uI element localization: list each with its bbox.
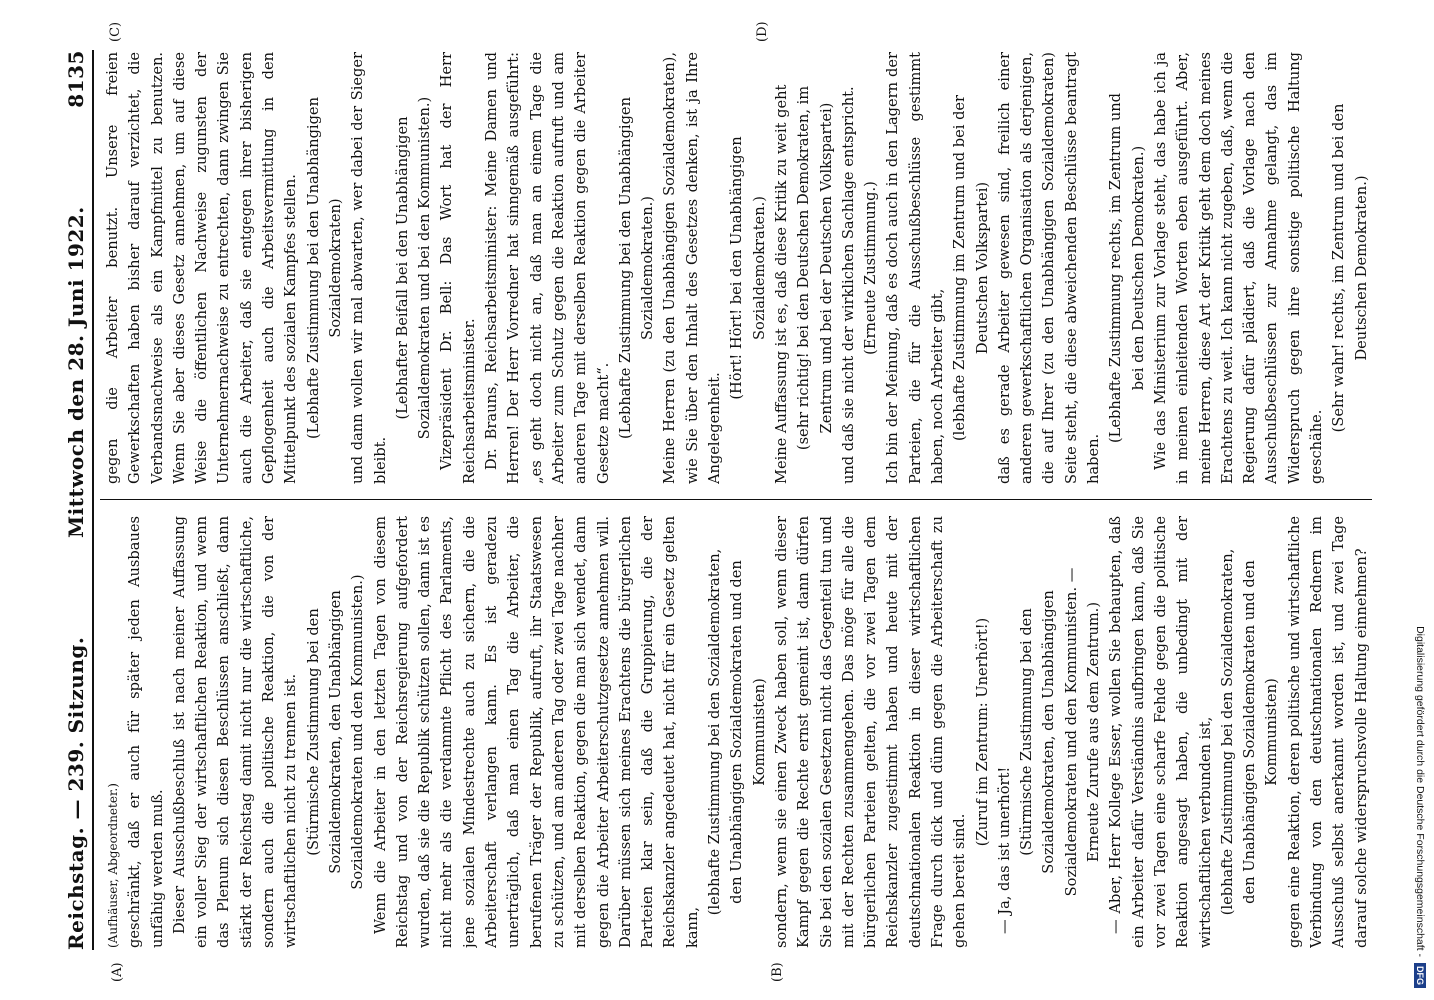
paragraph: Wenn die Arbeiter in den letzten Tagen von diesem Reichstag und von der Reichsregierung aufgefordert wurden, daß sie die Republik schützen sollen, dann ist es nicht mehr als die verdammte Pflicht des Parlaments, jene sozialen Mindestrechte auch zu sichern, die die Arbeiterschaft verlangen kann. Es ist geradezu unerträglich, daß man einen Tag die Arbeiter, die berufenen Träger der Republik, aufruft, ihr Staatswesen zu schützen, und am anderen Tag oder zwei Tage nachher mit derselben Reaktion, gegen die man sich wendet, dann gegen die Arbeiter Arbeiterschutzgesetze annehmen will. Darüber müssen sich meines Erachtens die bürgerlichen Parteien klar sein, daß die Gruppierung, die der Reichskanzler angedeutet hat, nicht für ein Gesetz gelten kann,: [371, 516, 701, 948]
interjection: (sehr richtig! bei den Deutschen Demokraten, im Zentrum und bei der Deutschen Volkspartei): [795, 85, 835, 451]
margin-marker-a: (A): [110, 962, 125, 982]
interjection: (Lebhafter Beifall bei den Unabhängigen Sozialdemokraten und bei den Kommunisten.): [393, 96, 434, 440]
interjection: (lebhafte Zustimmung bei den Sozialdemokraten, den Unabhängigen Sozialdemokraten und den Kommunisten): [1218, 548, 1281, 916]
paragraph: — Aber, Herr Kollege Esser, wollen Sie behaupten, daß ein Arbeiter dafür Verständnis aufbringen kann, daß Sie vor zwei Tagen eine scharfe Fehde gegen die politische Reaktion angesagt haben, die unbedingt mit der wirtschaftlichen verbunden ist,: [1107, 516, 1214, 948]
page-number: 8135: [64, 50, 88, 108]
paragraph: Vizepräsident Dr. Bell: Das Wort hat der Herr Reichsarbeitsminister.: [438, 52, 478, 484]
interjection: (lebhafte Zustimmung bei den Sozialdemokraten, den Unabhängigen Sozialdemokraten und den Kommunisten): [706, 548, 768, 916]
credit-text: Digitalisierung gefördert durch die Deutsche Forschungsgemeinschaft -: [1414, 626, 1426, 957]
margin-marker-c: (C): [108, 21, 123, 42]
paragraph: und daß sie nicht der wirklichen Sachlage entspricht.: [839, 86, 857, 484]
left-column: [102, 516, 1370, 948]
interjection: (Lebhafte Zustimmung bei den Unabhängigen Sozialdemokraten): [304, 97, 344, 439]
interjection: (Hört! Hört! bei den Unabhängigen Sozialdemokraten.): [728, 136, 768, 400]
page-header: [48, 50, 88, 950]
margin-marker-b: (B): [770, 962, 785, 982]
interjection: (Stürmische Zustimmung bei den Sozialdemokraten, den Unabhängigen Sozialdemokraten und den Kommunisten. — Erneute Zurufe aus dem Zentrum.): [1018, 567, 1103, 897]
interjection: (Erneute Zustimmung.): [862, 181, 880, 355]
paragraph: und dann wollen wir mal abwarten, wer dabei der Sieger bleibt.: [349, 52, 389, 484]
rotated-document: [20, 0, 1400, 1000]
header-left: Reichstag. — 239. Sitzung.: [64, 636, 88, 950]
paragraph: Meine Auffassung ist es, daß diese Kritik zu weit geht: [772, 84, 790, 484]
paragraph: geschränkt, daß er auch für später jeden Ausbaues unfähig werden muß.: [126, 516, 166, 948]
interjection: (Lebhafte Zustimmung rechts, im Zentrum und bei den Deutschen Demokraten.): [1107, 93, 1147, 444]
interjection: (lebhafte Zustimmung im Zentrum und bei der Deutschen Volkspartei): [951, 94, 991, 442]
interjection: (Zuruf im Zentrum: Unerhört!): [973, 617, 991, 847]
paragraph: Dr. Brauns, Reichsarbeitsminister: Meine Damen und Herren! Der Herr Vorredner hat sinngemäß ausgeführt: „es geht doch nicht an, daß man an einem Tage die Arbeiter zum Schutz gegen die Reaktion aufruft und am anderen Tage mit derselben Reaktion gegen die Arbeiter Gesetze macht“.: [483, 52, 612, 484]
interjection: (Lebhafte Zustimmung bei den Unabhängigen Sozialdemokraten.): [616, 97, 657, 439]
paragraph: — Ja, das ist unerhört!: [995, 766, 1013, 934]
paragraph: sondern, wenn sie einen Zweck haben soll, wenn dieser Kampf gegen die Rechte ernst gemeint ist, dann dürfen Sie bei den sozialen Gesetzen nicht das Gegenteil tun und mit der Rechten zusammengehen. Das möge für alle die bürgerlichen Parteien gelten, die vor zwei Tagen dem Reichskanzler zugestimmt haben und heute mit der deutschnationalen Reaktion in dieser wirtschaftlichen Frage durch dick und dünn gegen die Arbeiterschaft zu gehen bereit sind.: [772, 516, 969, 948]
paragraph: gegen eine Reaktion, deren politische und wirtschaftliche Verbindung von den deutschnationalen Rednern im Ausschuß selbst anerkannt worden ist, und zwei Tage darauf solche widerspruchsvolle Haltung einnehmen?: [1285, 516, 1370, 948]
speaker-continuation: (Aufhäuser, Abgeordneter.): [106, 783, 120, 948]
dfg-logo: DFG: [1414, 963, 1426, 988]
header-rule: [92, 50, 94, 950]
paragraph: Wie das Ministerium zur Vorlage steht, das habe ich ja in meinen einleitenden Worten eben ausgeführt. Aber, meine Herren, diese Art der Kritik geht dem doch meines Erachtens zu weit. Ich kann nicht zugeben, daß, wenn die Regierung dafür plädiert, daß die Vorlage nach den Ausschußbeschlüssen zur Annahme gelangt, das im Widerspruch gegen ihre sonstige politische Haltung geschähe.: [1151, 52, 1326, 484]
right-column: [102, 52, 1370, 484]
paragraph: Ich bin der Meinung, daß es doch auch in den Lagern der Parteien, die für die Ausschußbeschlüsse gestimmt haben, noch Arbeiter gibt,: [884, 52, 946, 484]
paragraph: Dieser Ausschußbeschluß ist nach meiner Auffassung ein voller Sieg der wirtschaftlichen Reaktion, und wenn das Plenum sich diesen Beschlüssen anschließt, dann stärkt der Reichstag damit nicht nur die wirtschaftliche, sondern auch die politische Reaktion, die von der wirtschaftlichen nicht zu trennen ist.: [170, 516, 300, 948]
credit-strip: [1409, 8, 1431, 988]
paragraph: gegen die Arbeiter benutzt. Unsere freien Gewerkschaften haben bisher darauf verzichtet, die Verbandsnachweise als ein Kampfmittel zu benutzen. Wenn Sie aber dieses Gesetz annehmen, um auf diese Weise die öffentlichen Nachweise zugunsten der Unternehmernachweise zu entrechten, dann zwingen Sie auch die Arbeiter, daß sie entgegen ihrer bisherigen Gepflogenheit auch die Arbeitsvermittlung in den Mittelpunkt des sozialen Kampfes stellen.: [104, 52, 300, 484]
interjection: (Stürmische Zustimmung bei den Sozialdemokraten, den Unabhängigen Sozialdemokraten und den Kommunisten.): [304, 574, 367, 890]
paragraph: Meine Herren (zu den Unabhängigen Sozialdemokraten), wie Sie über den Inhalt des Gesetzes denken, ist ja Ihre Angelegenheit.: [661, 52, 724, 484]
header-date: Mittwoch den 28. Juni 1922.: [64, 206, 88, 538]
paragraph: daß es gerade Arbeiter gewesen sind, freilich einer anderen gewerkschaftlichen Organisation als derjenigen, die auf Ihrer (zu den Unabhängigen Sozialdemokraten) Seite steht, die diese abweichenden Beschlüsse beantragt haben.: [995, 52, 1103, 484]
margin-marker-d: (D): [755, 21, 770, 42]
interjection: (Sehr wahr! rechts, im Zentrum und bei den Deutschen Demokraten.): [1330, 103, 1370, 433]
column-divider: [100, 499, 1372, 500]
